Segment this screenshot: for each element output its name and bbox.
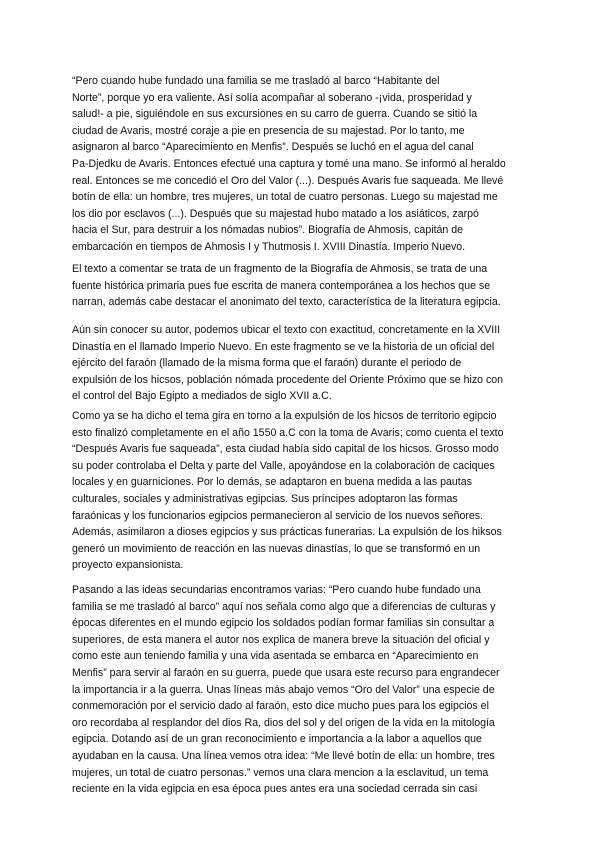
text-line: ejército del faraón (llamado de la misma forma que el faraón) durante el periodo de (72, 357, 462, 370)
text-line: faraónicas y los funcionarios egipcios permanecieron al servicio de los nuevos señores. (72, 509, 484, 522)
text-line: “Después Avaris fue saqueada”, esta ciudad había sido capital de los hicsos. Grosso modo (72, 443, 499, 456)
main-theme-paragraph (72, 408, 508, 574)
text-line: “Pero cuando hube fundado una familia se me trasladó al barco “Habitante del (72, 75, 440, 87)
text-line: botín de ella: un hombre, tres mujeres, un total de cuatro personas. Luego su majestad me (72, 191, 498, 204)
text-line: generó un movimiento de reacción en las nuevas dinastías, lo que se transformó en un (72, 542, 481, 555)
text-line: el control del Bajo Egipto a mediados de siglo XVII a.C. (72, 390, 332, 403)
quoted-source-paragraph (72, 73, 508, 256)
text-line: El texto a comentar se trata de un fragmento de la Biografía de Ahmosis, se trata de una (72, 263, 488, 275)
text-line: reciente en la vida egipcia en esa época pues antes era una sociedad cerrada sin casi (72, 783, 478, 796)
text-line: real. Entonces se me concedió el Oro del Valor (...). Después Avaris fue saqueada. Me llevé (72, 174, 504, 187)
text-line: egipcia. Dotando así de un gran reconocimiento e importancia a la labor a aquellos que (72, 733, 482, 746)
introduction-paragraph (72, 261, 508, 311)
secondary-ideas-paragraph (72, 582, 508, 798)
text-line: asignaron al barco “Aparecimiento en Menfis”. Después se luchó en el agua del canal (72, 141, 474, 154)
text-line: narran, además cabe destacar el anonimato del texto, característica de la literatura egipcia. (72, 296, 501, 309)
text-line: Como ya se ha dicho el tema gira en torno a la expulsión de los hicsos de territorio egipcio (72, 410, 497, 422)
text-line: Pa-Djedku de Avaris. Entonces efectué una captura y tomé una mano. Se informó al heraldo (72, 157, 506, 170)
text-line: Menfis” para servir al faraón en su guerra, puede que usara este recurso para engrandecer (72, 666, 500, 679)
text-line: esto finalizó completamente en el año 1550 a.C con la toma de Avaris; como cuenta el texto (72, 426, 504, 439)
text-line: culturales, sociales y administrativas egipcias. Sus príncipes adoptaron las formas (72, 492, 458, 505)
text-line: Aún sin conocer su autor, podemos ubicar el texto con exactitud, concretamente en la XVIII (72, 324, 501, 336)
text-line: su poder controlaba el Delta y parte del Valle, apoyándose en la colaboración de caciques (72, 459, 495, 472)
text-line: fuente histórica primaria pues fue escrita de manera contemporánea a los hechos que se (72, 279, 491, 292)
text-line: la importancia ir a la guerra. Unas líneas más abajo vemos “Oro del Valor” una especie de (72, 683, 495, 696)
text-line: Además, asimilaron a dioses egipcios y sus prácticas funerarias. La expulsión de los hiksos (72, 526, 502, 539)
text-line: los dio por esclavos (...). Después que su majestad hubo matado a los asiáticos, zarpó (72, 207, 479, 220)
text-line: salud!- a pie, siguiéndole en sus excursiones en su carro de guerra. Cuando se sitió la (72, 108, 478, 121)
text-line: mujeres, un total de cuatro personas.” vemos una clara mencion a la esclavitud, un tema (72, 766, 489, 779)
text-line: Dinastía en el llamado Imperio Nuevo. En este fragmento se ve la historia de un oficial del (72, 340, 495, 353)
context-paragraph (72, 322, 508, 405)
text-line: superiores, de esta manera el autor nos explica de manera breve la situación del oficial y (72, 633, 490, 646)
text-line: conmemoración por el servicio dado al faraón, esto dice mucho pues para los egipcios el (72, 700, 489, 713)
text-line: proyecto expansionista. (72, 559, 184, 572)
text-line: hacia el Sur, para destruir a los nómadas nubios”. Biografía de Ahmosis, capitán de (72, 224, 464, 237)
text-line: Norte”, porque yo era valiente. Así solía acompañar al soberano -¡vida, prosperidad y (72, 91, 472, 104)
text-line: ciudad de Avaris, mostré coraje a pie en presencia de su majestad. Por lo tanto, me (72, 124, 465, 137)
text-line: ayudaban en la causa. Una línea vemos otra idea: “Me llevé botín de ella: un hombre, tres (72, 749, 495, 762)
text-line: locales y en guarniciones. Por lo demás, se adaptaron en buena medida a las pautas (72, 476, 472, 489)
text-line: expulsión de los hicsos, población nómada procedente del Oriente Próximo que se hizo con (72, 373, 504, 386)
text-line: épocas diferentes en el mundo egipcio los soldados podían formar familias sin consultar a (72, 617, 495, 630)
text-line: embarcación en tiempos de Ahmosis I y Thutmosis I. XVIII Dinastía. Imperio Nuevo. (72, 240, 466, 253)
text-line: familia se me trasladó al barco” aquí nos señala como algo que a diferencias de culturas y (72, 600, 496, 613)
text-line: Pasando a las ideas secundarias encontramos varias: “Pero cuando hube fundado una (72, 584, 481, 596)
text-line: oro recordaba al resplandor del dios Ra, dios del sol y del origen de la vida en la mitología (72, 716, 495, 729)
text-line: como este aun teniendo familia y una vida asentada se embarca en “Aparecimiento en (72, 650, 479, 663)
